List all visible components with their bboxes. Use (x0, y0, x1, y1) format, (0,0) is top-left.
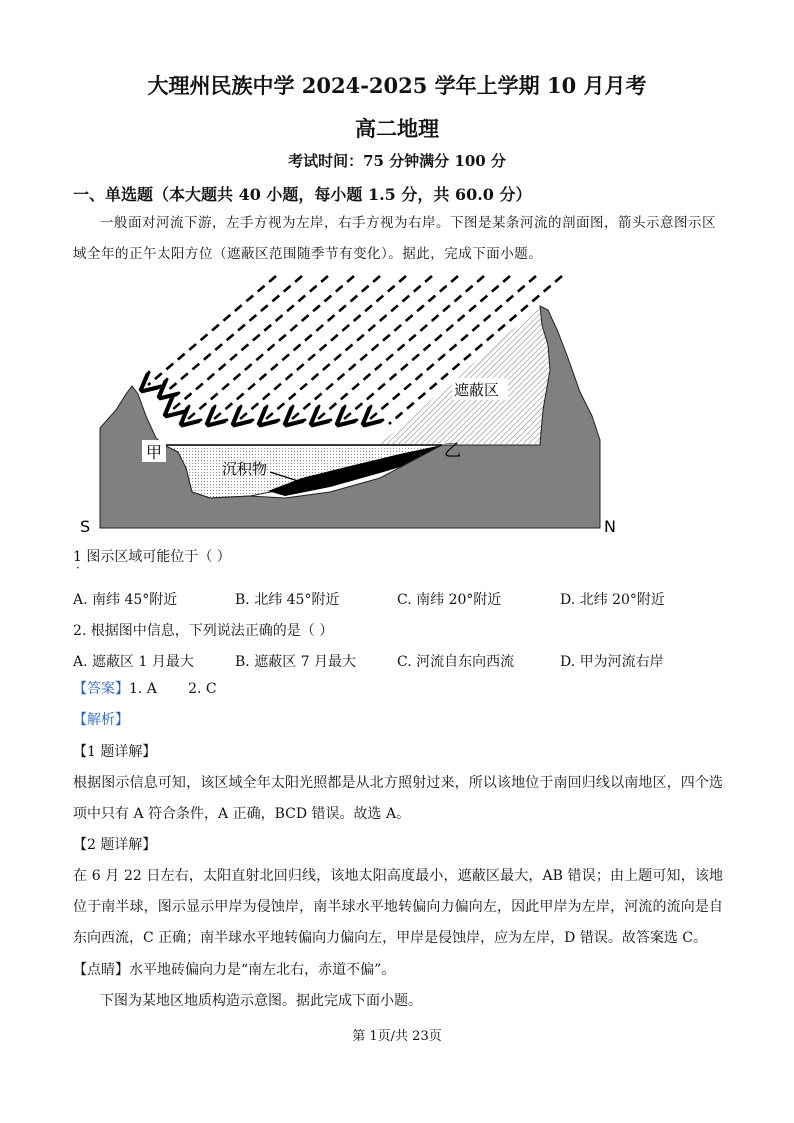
label-south: S (80, 517, 91, 536)
answer-text: 1. A 2. C (129, 681, 217, 697)
question-2-stem: 2. 根据图中信息，下列说法正确的是（ ） (73, 623, 334, 639)
question-2-option-b: B. 遮蔽区 7 月最大 (235, 654, 356, 670)
section-heading: 一、单选题（本大题共 40 小题，每小题 1.5 分，共 60.0 分） (73, 185, 532, 204)
question-1-dot: · (76, 561, 80, 575)
school-title: 大理州民族中学 2024-2025 学年上学期 10 月月考 (147, 73, 647, 98)
question-1-option-b: B. 北纬 45°附近 (235, 592, 340, 608)
question-intro: 一般面对河流下游，左手方视为左岸，右手方视为右岸。下图是某条河流的剖面图，箭头示意图示区域全年的正午太阳方位（遮蔽区范围随季节有变化）。据此，完成下面小题。 (73, 215, 716, 262)
tip-label: 【点睛】 (73, 962, 129, 978)
next-question-intro: 下图为某地区地质构造示意图。据此完成下面小题。 (100, 993, 422, 1009)
q2-detail-text: 在 6 月 22 日左右，太阳直射北回归线，该地太阳高度最小，遮蔽区最大，AB 错误；由上题可知，该地位于南半球，图示显示甲岸为侵蚀岸，南半球水平地转偏向力偏向左，因此甲岸为左岸，河流的流向是自东向西流，C 正确；南半球水平地转偏向力偏向左，甲岸是侵蚀岸，应为左岸，D 错误。故答案选 C。 (73, 868, 723, 946)
question-2-option-d: D. 甲为河流右岸 (560, 654, 664, 670)
q1-detail-text: 根据图示信息可知，该区域全年太阳光照都是从北方照射过来，所以该地位于南回归线以南地区，四个选项中只有 A 符合条件，A 正确，BCD 错误。故选 A。 (73, 775, 723, 822)
label-yi: 乙 (444, 441, 461, 461)
label-jia: 甲 (146, 443, 163, 462)
label-shade-zone: 遮蔽区 (454, 381, 500, 399)
shade-zone (380, 306, 550, 444)
exam-info: 考试时间：75 分钟满分 100 分 (288, 152, 506, 170)
question-1-stem: 1 图示区域可能位于（ ） (73, 549, 231, 565)
answer-line (73, 674, 217, 705)
label-north: N (604, 517, 616, 536)
tip-text: 水平地砖偏向力是“南左北右，赤道不偏”。 (129, 962, 396, 978)
analysis-label: 【解析】 (73, 712, 129, 728)
label-sediment: 沉积物 (222, 460, 268, 478)
river-cross-section-figure (80, 270, 620, 538)
question-1-option-c: C. 南纬 20°附近 (397, 592, 502, 608)
subject-title: 高二地理 (355, 116, 439, 141)
answer-label: 【答案】 (73, 681, 129, 697)
page-footer: 第 1页/共 23页 (352, 1029, 442, 1044)
question-2-option-c: C. 河流自东向西流 (397, 654, 515, 670)
tip-line (73, 955, 395, 986)
q1-detail-heading: 【1 题详解】 (73, 744, 157, 760)
question-1-option-d: D. 北纬 20°附近 (560, 592, 665, 608)
q2-detail-heading: 【2 题详解】 (73, 837, 157, 853)
question-2-option-a: A. 遮蔽区 1 月最大 (73, 654, 194, 670)
question-1-option-a: A. 南纬 45°附近 (73, 592, 178, 608)
